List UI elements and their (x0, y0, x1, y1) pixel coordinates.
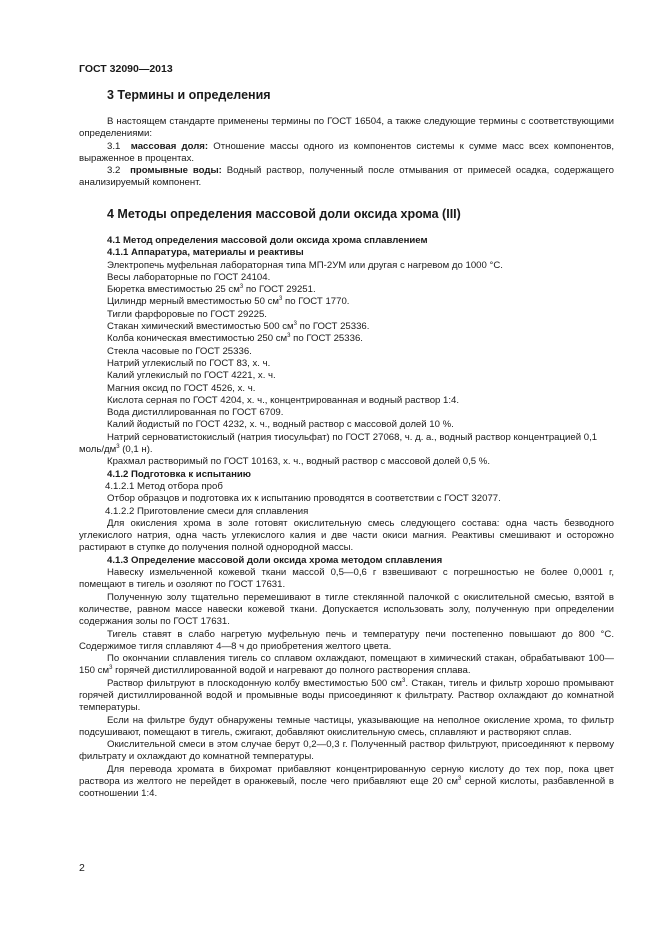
subsection-4-1-3-title: 4.1.3 Определение массовой доли оксида хрома методом сплавления (107, 554, 443, 566)
list-item-text: Стакан химический вместимостью 500 см (107, 321, 294, 333)
list-item (79, 333, 614, 345)
list-item (79, 321, 614, 333)
section-3-title: 3 Термины и определения (107, 88, 271, 102)
paragraph (79, 678, 614, 715)
paragraph: Для окисления хрома в золе готовят окислительную смесь следующего состава: одна часть безводного углекислого натрия, одна часть углекислого калия и две части окиси магния. Реактивы смешивают и осторожно растирают в ступке до получения полной однородной массы. (79, 517, 614, 554)
paragraph-text: горячей дистиллированной водой и нагревают до полного растворения сплава. (112, 665, 471, 677)
superscript: 3 (239, 284, 244, 290)
section-3-body (79, 116, 614, 190)
list-item: Кислота серная по ГОСТ 4204, х. ч., концентрированная и водный раствор 1:4. (107, 394, 460, 406)
list-item: Крахмал растворимый по ГОСТ 10163, х. ч., водный раствор с массовой долей 0,5 %. (107, 456, 491, 468)
list-item-text: Колба коническая вместимостью 250 см (107, 333, 288, 345)
paragraph (79, 764, 614, 801)
term-definition: Отношение массы одного из компонентов системы к сумме масс всех компонентов, выраженное в процентах. (79, 140, 614, 164)
paragraph-text: Для перевода хромата в бихромат прибавляют концентрированную серную кислоту до тех пор, пока цвет раствора из желтого не перейдет в оранжевый, после чего прибавляют еще 20 см (79, 763, 614, 788)
paragraph: Если на фильтре будут обнаружены темные частицы, указывающие на неполное окисление хрома, то фильтр подсушивают, помещают в тигель, сжигают, добавляют окислительную смесь, сплавляют и растворяют сплав. (79, 714, 614, 738)
list-item: Калий углекислый по ГОСТ 4221, х. ч. (107, 370, 276, 382)
superscript: 3 (457, 775, 462, 782)
list-item: Стекла часовые по ГОСТ 25336. (107, 345, 252, 357)
paragraph: Тигель ставят в слабо нагретую муфельную печь и температуру печи постепенно повышают до 800 °С. Содержимое тигля сплавляют 4—8 ч до приобретения желтого цвета. (79, 628, 614, 652)
term-number: 3.1 (107, 140, 121, 152)
superscript: 3 (109, 665, 113, 672)
section-3-intro: В настоящем стандарте применены термины по ГОСТ 16504, а также следующие термины с соответствующими определениями: (79, 116, 614, 140)
list-item (79, 284, 614, 296)
list-item (79, 432, 614, 457)
superscript: 3 (287, 333, 291, 340)
term-name: промывные воды: (130, 165, 222, 177)
list-item: Калий йодистый по ГОСТ 4232, х. ч., водный раствор с массовой долей 10 %. (107, 419, 454, 431)
superscript: 3 (116, 443, 120, 450)
paragraph: Отбор образцов и подготовка их к испытанию проводятся в соответствии с ГОСТ 32077. (107, 493, 501, 505)
superscript: 3 (293, 320, 297, 327)
paragraph-text: По окончании сплавления тигель со сплавом охлаждают, помещают в химический стакан, обрабатывают 100—150 см (79, 653, 614, 677)
list-item-text: Натрий серноватистокислый (натрия тиосульфат) по ГОСТ 27068, ч. д. а., водный раствор концентрацией 0,1 моль/дм (79, 431, 598, 456)
paragraph-text: . Стакан, тигель и фильтр хорошо промывают горячей дистиллированной водой и промывные воды присоединяют к фильтрату. Раствор охлаждают до комнатной температуры. (79, 677, 614, 714)
list-item: Магния оксид по ГОСТ 4526, х. ч. (107, 382, 256, 394)
document-header: ГОСТ 32090—2013 (79, 63, 173, 75)
section-4-title: 4 Методы определения массовой доли оксида хрома (III) (107, 207, 461, 221)
list-item: Электропечь муфельная лабораторная типа МП-2УМ или другая с нагревом до 1000 °С. (107, 259, 503, 271)
list-item: Натрий углекислый по ГОСТ 83, х. ч. (107, 357, 271, 369)
paragraph: Навеску измельченной кожевой ткани массой 0,5—0,6 г взвешивают с погрешностью не более 0,0001 г, помещают в тигель и озоляют по ГОСТ 17631. (79, 567, 614, 591)
term-name: массовая доля: (130, 140, 209, 152)
paragraph (79, 653, 614, 678)
list-item-text: Бюретка вместимостью 25 см (107, 284, 240, 296)
list-item: Вода дистиллированная по ГОСТ 6709. (107, 407, 284, 419)
list-item-text: (0,1 н). (119, 444, 153, 456)
list-item: Весы лабораторные по ГОСТ 24104. (107, 271, 271, 283)
list-item-text: по ГОСТ 1770. (282, 296, 350, 308)
subsection-4-1-2-1-title: 4.1.2.1 Метод отбора проб (105, 480, 223, 492)
term-number: 3.2 (107, 165, 121, 177)
subsection-4-1-2-2-title: 4.1.2.2 Приготовление смеси для сплавления (105, 505, 309, 517)
paragraph-text: Раствор фильтруют в плоскодонную колбу вместимостью 500 см (107, 677, 402, 689)
list-item-text: по ГОСТ 25336. (296, 321, 370, 333)
list-item-text: по ГОСТ 25336. (290, 333, 363, 345)
superscript: 3 (402, 677, 406, 684)
list-item-text: Цилиндр мерный вместимостью 50 см (107, 296, 279, 308)
superscript: 3 (278, 296, 283, 303)
paragraph: Полученную золу тщательно перемешивают в тигле стеклянной палочкой с окислительной смесью, взятой в количестве, равном массе навески кожевой ткани. Допускается использовать золу, полученную при определении содержания золы по ГОСТ 17631. (79, 591, 614, 628)
section-4-body (79, 235, 614, 801)
subsection-4-1-1-title: 4.1.1 Аппаратура, материалы и реактивы (107, 247, 304, 259)
list-item (79, 296, 614, 308)
term-3-1 (79, 141, 614, 166)
paragraph-text: серной кислоты, разбавленной в соотношении 1:4. (79, 776, 614, 800)
term-3-2 (79, 165, 614, 190)
page-number: 2 (79, 862, 85, 874)
subsection-4-1-2-title: 4.1.2 Подготовка к испытанию (107, 468, 251, 480)
list-item: Тигли фарфоровые по ГОСТ 29225. (107, 308, 267, 320)
paragraph: Окислительной смеси в этом случае берут 0,2—0,3 г. Полученный раствор фильтруют, присоединяют к первому фильтрату и охлаждают до комнатной температуры. (79, 739, 614, 763)
term-definition: Водный раствор, полученный после отмывания от примесей осадка, содержащего анализируемый компонент. (79, 165, 614, 189)
subsection-4-1-title: 4.1 Метод определения массовой доли оксида хрома сплавлением (107, 235, 428, 246)
list-item-text: по ГОСТ 29251. (243, 284, 316, 296)
